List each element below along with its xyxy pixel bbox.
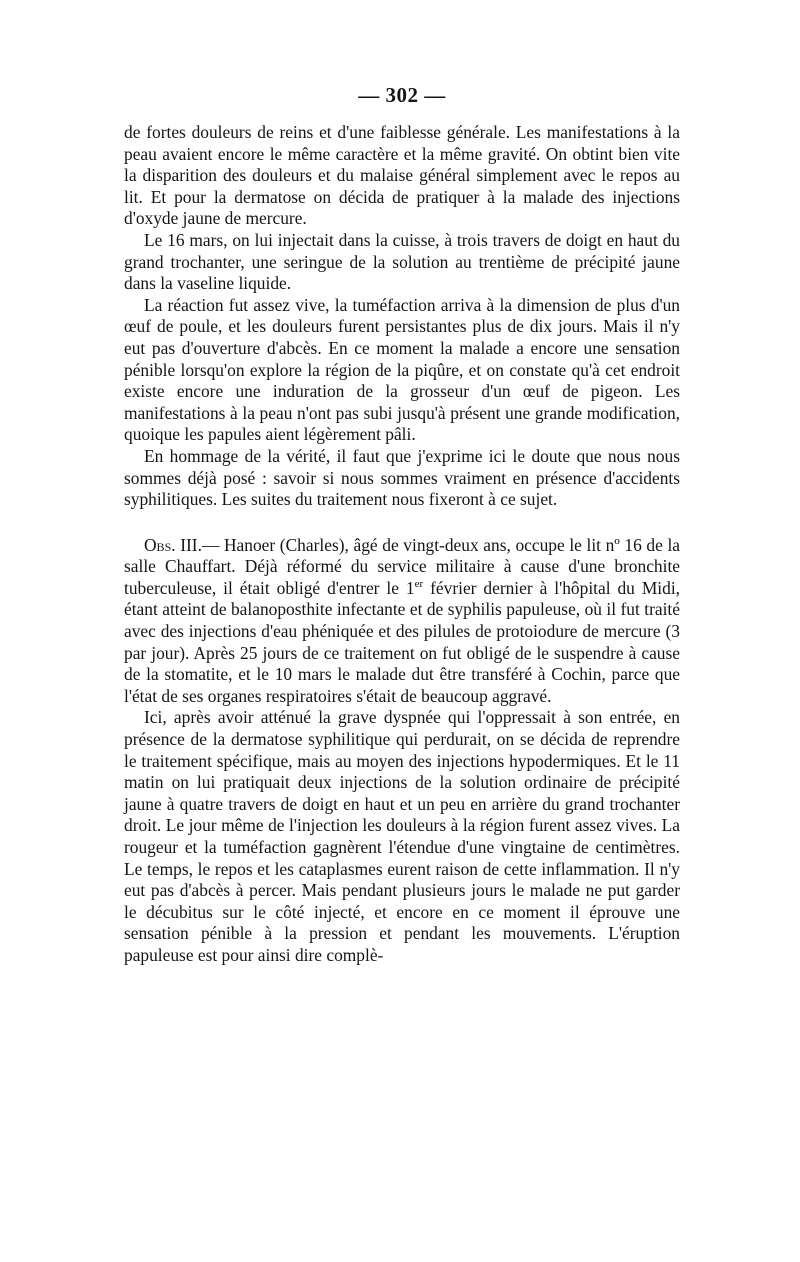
observation-paragraph (124, 535, 680, 708)
book-page (124, 82, 680, 967)
section-spacer (124, 511, 680, 535)
observation-text-start: — Hanoer (Charles), âgé de vingt-deux ans, occupe le lit nº 16 de la salle Chauffart. Déjà réformé du service militaire à cause d'une bronchite tuberculeuse, il était obligé d'entrer le 1 (124, 534, 681, 598)
paragraph-injection-date: Le 16 mars, on lui injectait dans la cuisse, à trois travers de doigt en haut du grand trochanter, une seringue de la solution au trentième de précipité jaune dans la vaseline liquide. (124, 229, 680, 294)
paragraph-continued: de fortes douleurs de reins et d'une faiblesse générale. Les manifestations à la peau avaient encore le même caractère et la même gravité. On obtint bien vite la disparition des douleurs et du malaise général simplement avec le repos au lit. Et pour la dermatose on décida de pratiquer à la malade des injections d'oxyde jaune de mercure. (124, 122, 680, 229)
page-number: — 302 — (358, 83, 446, 107)
observation-label: Obs. III. (144, 534, 202, 555)
observation-text-end: février dernier à l'hôpital du Midi, étant atteint de balanoposthite infectante et de syphilis papuleuse, où il fut traité avec des injections d'eau phéniquée et des pilules de protoiodure de mercure (3 par jour). Après 25 jours de ce traitement on fut obligé de le suspendre à cause de la stomatite, et le 10 mars le malade dut être transféré à Cochin, parce que l'état de ses organes respiratoires s'était de beaucoup aggravé. (124, 577, 680, 706)
observation-continuation: Ici, après avoir atténué la grave dyspnée qui l'oppressait à son entrée, en présence de la dermatose syphilitique qui perdurait, on se décida de reprendre le traitement spécifique, mais au moyen des injections hypodermiques. Et le 11 matin on lui pratiquait deux injections de la solution ordinaire de précipité jaune à quatre travers de doigt en haut et un peu en arrière du grand trochanter droit. Le jour même de l'injection les douleurs à la région furent assez vives. La rougeur et la tuméfaction gagnèrent l'étendue d'une vingtaine de centimètres. Le temps, le repos et les cataplasmes eurent raison de cette inflammation. Il n'y eut pas d'abcès à percer. Mais pendant plusieurs jours le malade ne put garder le décubitus sur le côté injecté, et encore en ce moment il éprouve une sensation pénible à la pression et pendant les mouvements. L'éruption papuleuse est pour ainsi dire complè- (124, 707, 680, 965)
ordinal-superscript: er (414, 578, 424, 591)
paragraph-doubt: En hommage de la vérité, il faut que j'exprime ici le doute que nous nous sommes déjà posé : savoir si nous sommes vraiment en présence d'accidents syphilitiques. Les suites du traitement nous fixeront à ce sujet. (124, 445, 680, 510)
paragraph-reaction: La réaction fut assez vive, la tuméfaction arriva à la dimension de plus d'un œuf de poule, et les douleurs furent persistantes plus de dix jours. Mais il n'y eut pas d'ouverture d'abcès. En ce moment la malade a encore une sensation pénible lorsqu'on explore la région de la piqûre, et on constate qu'à cet endroit existe encore une induration de la grosseur d'un œuf de pigeon. Les manifestations à la peau n'ont pas subi jusqu'à présent une grande modification, quoique les papules aient légèrement pâli. (124, 294, 680, 445)
